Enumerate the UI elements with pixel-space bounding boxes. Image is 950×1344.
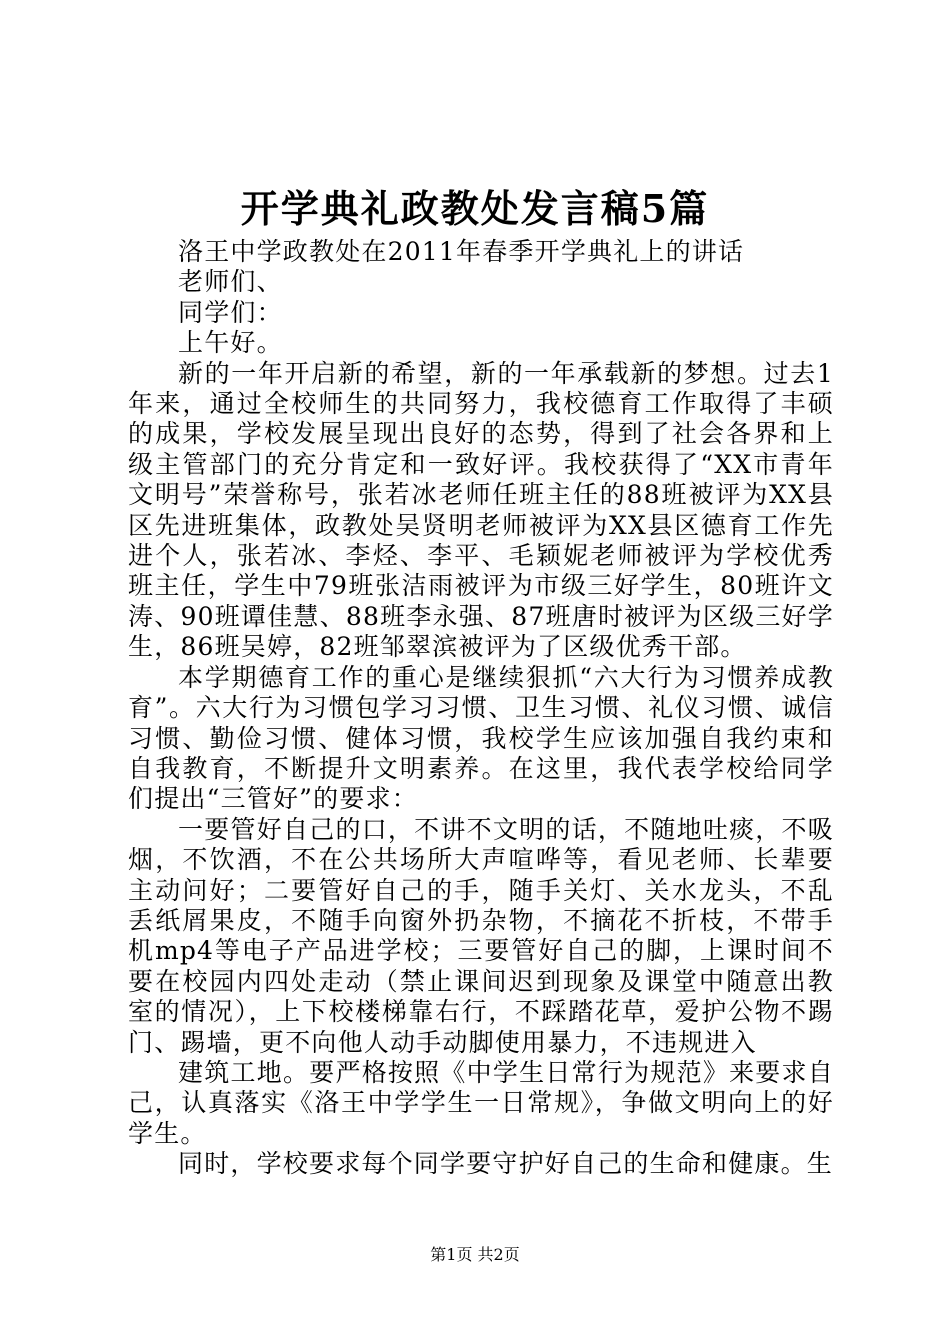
paragraph-heading: 洛王中学政教处在2011年春季开学典礼上的讲话 [178, 237, 745, 266]
paragraph-safety: 同时，学校要求每个同学要守护好自己的生命和健康。生 [178, 1149, 834, 1179]
paragraph-salutation-teachers: 老师们、 [178, 267, 283, 297]
paragraph-greeting: 上午好。 [178, 328, 283, 358]
document-body [128, 237, 834, 1180]
document-title: 开学典礼政教处发言稿5篇 [240, 186, 710, 231]
page-number: 第1页 共2页 [430, 1245, 520, 1264]
paragraph-achievements: 新的一年开启新的希望，新的一年承载新的梦想。过去1年来，通过全校师生的共同努力，我校德育工作取得了丰硕的成果，学校发展呈现出良好的态势，得到了社会各界和上级主管部门的充分肯定和一致好评。我校获得了“XX市青年文明号”荣誉称号，张若冰老师任班主任的88班被评为XX县区先进班集体，政教处吴贤明老师被评为XX县区德育工作先进个人，张若冰、李烃、李平、毛颖妮老师被评为学校优秀班主任，学生中79班张洁雨被评为市级三好学生，80班许文涛、90班谭佳慧、88班李永强、87班唐时被评为区级三好学生，86班吴婷，82班邹翠滨被评为了区级优秀干部。 [128, 358, 834, 662]
paragraph-three-rules: 一要管好自己的口，不讲不文明的话，不随地吐痰，不吸烟，不饮酒，不在公共场所大声喧哗等，看见老师、长辈要主动问好；二要管好自己的手，随手关灯、关水龙头，不乱丢纸屑果皮，不随手向窗外扔杂物，不摘花不折枝，不带手机mp4等电子产品进学校；三要管好自己的脚，上课时间不要在校园内四处走动（禁止课间迟到现象及课堂中随意出教室的情况），上下校楼梯靠右行，不踩踏花草，爱护公物不踢门、踢墙，更不向他人动手动脚使用暴力，不违规进入 [128, 814, 834, 1057]
paragraph-habits: 本学期德育工作的重心是继续狠抓“六大行为习惯养成教育”。六大行为习惯包学习习惯、卫生习惯、礼仪习惯、诚信习惯、勤俭习惯、健体习惯，我校学生应该加强自我约束和自我教育，不断提升文明素养。在这里，我代表学校给同学们提出“三管好”的要求： [128, 662, 834, 814]
paragraph-salutation-students: 同学们： [178, 297, 283, 327]
paragraph-conduct: 建筑工地。要严格按照《中学生日常行为规范》来要求自己，认真落实《洛王中学学生一日常规》，争做文明向上的好学生。 [128, 1057, 834, 1148]
